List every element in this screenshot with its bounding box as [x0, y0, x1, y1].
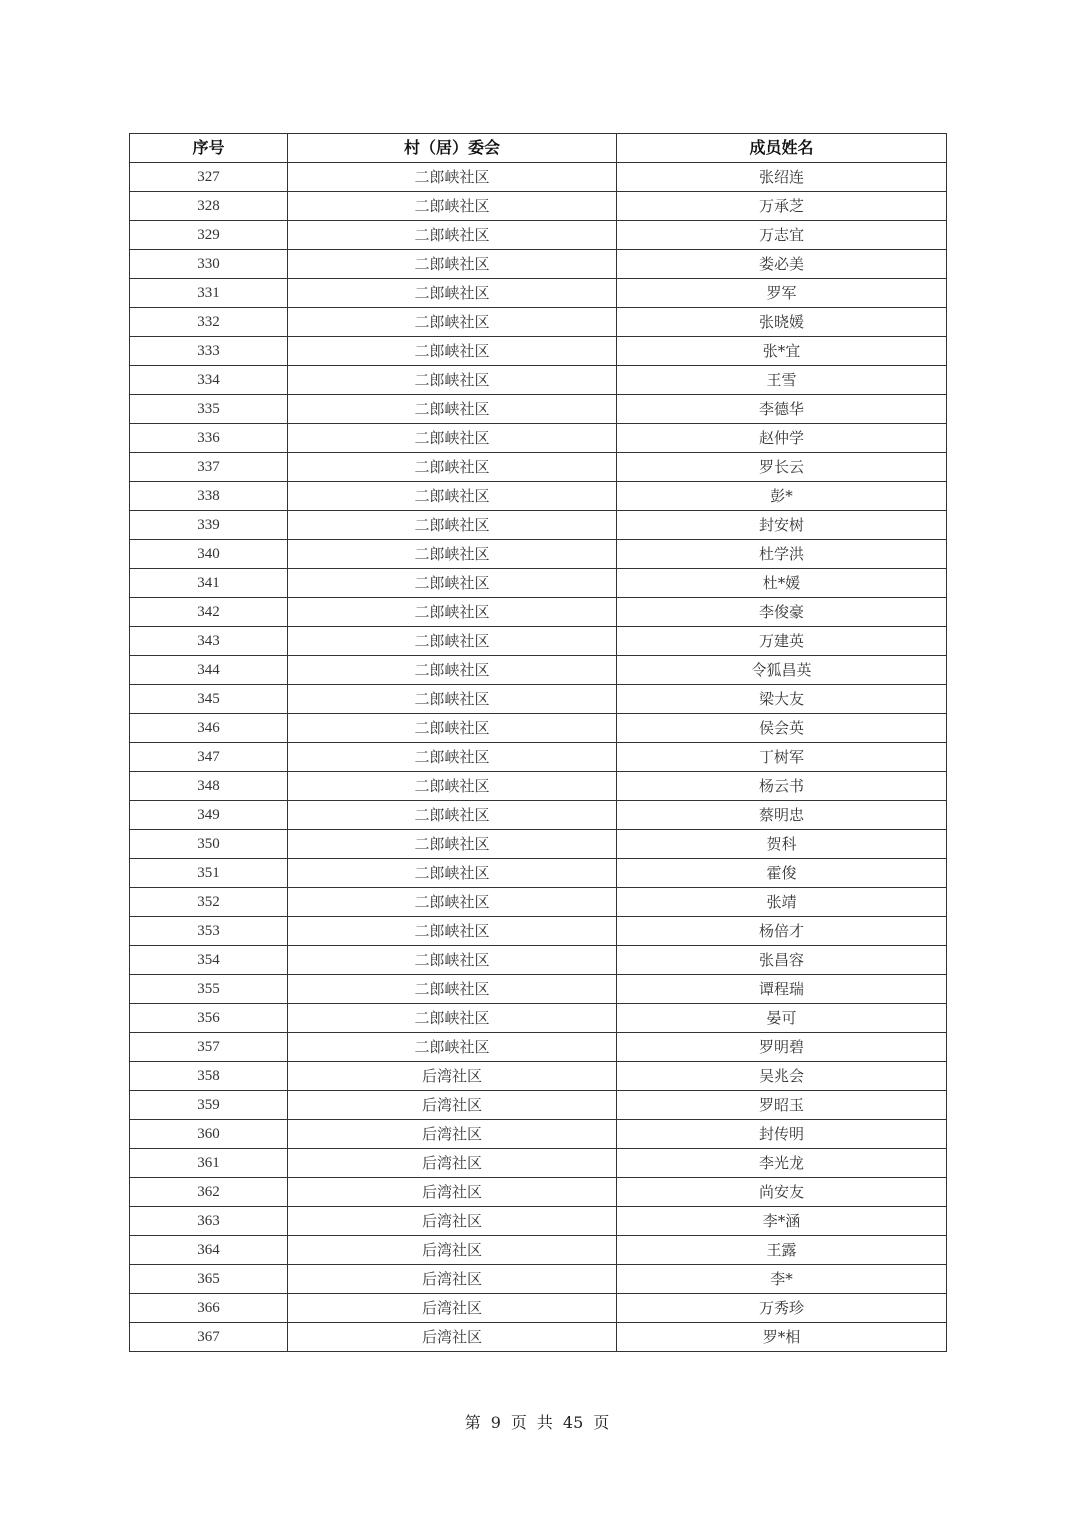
cell-member-name: 罗明碧: [617, 1033, 947, 1062]
cell-seq: 337: [130, 453, 288, 482]
cell-seq: 346: [130, 714, 288, 743]
cell-seq: 345: [130, 685, 288, 714]
cell-member-name: 罗昭玉: [617, 1091, 947, 1120]
cell-committee: 二郎峡社区: [288, 772, 617, 801]
table-row: [130, 1120, 947, 1149]
table-row: [130, 1178, 947, 1207]
table-row: [130, 1091, 947, 1120]
table-row: [130, 250, 947, 279]
table-row: [130, 1004, 947, 1033]
table-row: [130, 656, 947, 685]
cell-seq: 366: [130, 1294, 288, 1323]
table-body: [130, 163, 947, 1352]
cell-committee: 二郎峡社区: [288, 250, 617, 279]
cell-seq: 356: [130, 1004, 288, 1033]
cell-seq: 348: [130, 772, 288, 801]
table-row: [130, 569, 947, 598]
cell-committee: 二郎峡社区: [288, 163, 617, 192]
cell-member-name: 杨倍才: [617, 917, 947, 946]
table-row: [130, 453, 947, 482]
cell-member-name: 令狐昌英: [617, 656, 947, 685]
table-row: [130, 1033, 947, 1062]
cell-seq: 364: [130, 1236, 288, 1265]
table-row: [130, 1062, 947, 1091]
cell-seq: 354: [130, 946, 288, 975]
cell-member-name: 李光龙: [617, 1149, 947, 1178]
cell-seq: 352: [130, 888, 288, 917]
cell-member-name: 万秀珍: [617, 1294, 947, 1323]
table-row: [130, 1149, 947, 1178]
cell-committee: 二郎峡社区: [288, 1004, 617, 1033]
table-row: [130, 1294, 947, 1323]
cell-seq: 328: [130, 192, 288, 221]
cell-member-name: 李*涵: [617, 1207, 947, 1236]
cell-seq: 341: [130, 569, 288, 598]
cell-committee: 后湾社区: [288, 1120, 617, 1149]
table-row: [130, 1265, 947, 1294]
cell-committee: 二郎峡社区: [288, 975, 617, 1004]
table-row: [130, 801, 947, 830]
cell-member-name: 张绍连: [617, 163, 947, 192]
cell-member-name: 贺科: [617, 830, 947, 859]
cell-committee: 二郎峡社区: [288, 279, 617, 308]
table-row: [130, 511, 947, 540]
cell-member-name: 张靖: [617, 888, 947, 917]
cell-committee: 二郎峡社区: [288, 395, 617, 424]
cell-committee: 二郎峡社区: [288, 627, 617, 656]
cell-member-name: 万承芝: [617, 192, 947, 221]
cell-committee: 二郎峡社区: [288, 511, 617, 540]
cell-member-name: 罗*相: [617, 1323, 947, 1352]
cell-committee: 后湾社区: [288, 1149, 617, 1178]
cell-member-name: 谭程瑞: [617, 975, 947, 1004]
cell-seq: 327: [130, 163, 288, 192]
cell-committee: 二郎峡社区: [288, 917, 617, 946]
table-row: [130, 308, 947, 337]
table-row: [130, 975, 947, 1004]
table-row: [130, 1207, 947, 1236]
cell-member-name: 丁树军: [617, 743, 947, 772]
cell-seq: 357: [130, 1033, 288, 1062]
cell-member-name: 娄必美: [617, 250, 947, 279]
cell-member-name: 杜*媛: [617, 569, 947, 598]
table-row: [130, 598, 947, 627]
table-row: [130, 1236, 947, 1265]
table-row: [130, 830, 947, 859]
table-row: [130, 279, 947, 308]
table-row: [130, 337, 947, 366]
cell-member-name: 李*: [617, 1265, 947, 1294]
cell-seq: 344: [130, 656, 288, 685]
cell-member-name: 王露: [617, 1236, 947, 1265]
footer-page-number: 9: [490, 1413, 501, 1432]
footer-page-unit: 页: [510, 1413, 527, 1432]
cell-seq: 330: [130, 250, 288, 279]
cell-committee: 二郎峡社区: [288, 308, 617, 337]
cell-committee: 二郎峡社区: [288, 221, 617, 250]
cell-member-name: 彭*: [617, 482, 947, 511]
footer-prefix: 第: [464, 1413, 481, 1432]
page-footer: [0, 1410, 1074, 1433]
cell-member-name: 罗军: [617, 279, 947, 308]
header-seq: 序号: [130, 134, 288, 163]
cell-seq: 367: [130, 1323, 288, 1352]
cell-member-name: 杜学洪: [617, 540, 947, 569]
footer-total-prefix: 共: [536, 1413, 553, 1432]
cell-committee: 后湾社区: [288, 1236, 617, 1265]
cell-seq: 331: [130, 279, 288, 308]
cell-member-name: 李俊豪: [617, 598, 947, 627]
cell-seq: 365: [130, 1265, 288, 1294]
table-row: [130, 540, 947, 569]
table-row: [130, 395, 947, 424]
cell-committee: 二郎峡社区: [288, 453, 617, 482]
cell-committee: 二郎峡社区: [288, 830, 617, 859]
footer-total-unit: 页: [593, 1413, 610, 1432]
cell-committee: 后湾社区: [288, 1294, 617, 1323]
cell-seq: 351: [130, 859, 288, 888]
cell-committee: 二郎峡社区: [288, 946, 617, 975]
cell-seq: 333: [130, 337, 288, 366]
cell-member-name: 蔡明忠: [617, 801, 947, 830]
table-row: [130, 192, 947, 221]
cell-seq: 349: [130, 801, 288, 830]
cell-committee: 二郎峡社区: [288, 888, 617, 917]
cell-seq: 347: [130, 743, 288, 772]
table-row: [130, 946, 947, 975]
cell-seq: 360: [130, 1120, 288, 1149]
cell-seq: 353: [130, 917, 288, 946]
table-row: [130, 424, 947, 453]
table-row: [130, 627, 947, 656]
table-row: [130, 221, 947, 250]
table-row: [130, 917, 947, 946]
cell-committee: 后湾社区: [288, 1265, 617, 1294]
cell-seq: 329: [130, 221, 288, 250]
cell-seq: 343: [130, 627, 288, 656]
cell-committee: 二郎峡社区: [288, 743, 617, 772]
table-header-row: [130, 134, 947, 163]
cell-committee: 二郎峡社区: [288, 801, 617, 830]
cell-member-name: 封传明: [617, 1120, 947, 1149]
cell-member-name: 万志宜: [617, 221, 947, 250]
cell-seq: 350: [130, 830, 288, 859]
cell-member-name: 侯会英: [617, 714, 947, 743]
cell-member-name: 王雪: [617, 366, 947, 395]
table-row: [130, 482, 947, 511]
cell-committee: 二郎峡社区: [288, 1033, 617, 1062]
cell-committee: 二郎峡社区: [288, 540, 617, 569]
table-row: [130, 859, 947, 888]
cell-member-name: 张昌容: [617, 946, 947, 975]
cell-seq: 361: [130, 1149, 288, 1178]
table-row: [130, 743, 947, 772]
cell-seq: 338: [130, 482, 288, 511]
cell-committee: 二郎峡社区: [288, 569, 617, 598]
table-row: [130, 888, 947, 917]
cell-member-name: 罗长云: [617, 453, 947, 482]
cell-committee: 二郎峡社区: [288, 714, 617, 743]
header-member-name: 成员姓名: [617, 134, 947, 163]
cell-seq: 334: [130, 366, 288, 395]
cell-seq: 340: [130, 540, 288, 569]
cell-seq: 342: [130, 598, 288, 627]
cell-seq: 336: [130, 424, 288, 453]
cell-member-name: 李德华: [617, 395, 947, 424]
cell-committee: 二郎峡社区: [288, 859, 617, 888]
table-row: [130, 163, 947, 192]
cell-committee: 后湾社区: [288, 1062, 617, 1091]
header-committee: 村（居）委会: [288, 134, 617, 163]
table-row: [130, 366, 947, 395]
cell-seq: 332: [130, 308, 288, 337]
member-list-table-wrapper: [129, 133, 946, 1352]
cell-member-name: 张晓媛: [617, 308, 947, 337]
cell-member-name: 霍俊: [617, 859, 947, 888]
cell-member-name: 晏可: [617, 1004, 947, 1033]
cell-member-name: 吴兆会: [617, 1062, 947, 1091]
cell-member-name: 尚安友: [617, 1178, 947, 1207]
member-list-table: [129, 133, 947, 1352]
table-row: [130, 685, 947, 714]
footer-total-pages: 45: [562, 1413, 584, 1432]
cell-committee: 二郎峡社区: [288, 424, 617, 453]
cell-member-name: 梁大友: [617, 685, 947, 714]
cell-member-name: 杨云书: [617, 772, 947, 801]
table-row: [130, 1323, 947, 1352]
cell-seq: 362: [130, 1178, 288, 1207]
table-row: [130, 772, 947, 801]
cell-member-name: 赵仲学: [617, 424, 947, 453]
cell-committee: 后湾社区: [288, 1178, 617, 1207]
cell-committee: 后湾社区: [288, 1323, 617, 1352]
cell-seq: 335: [130, 395, 288, 424]
cell-seq: 339: [130, 511, 288, 540]
cell-member-name: 封安树: [617, 511, 947, 540]
cell-committee: 二郎峡社区: [288, 482, 617, 511]
cell-committee: 二郎峡社区: [288, 337, 617, 366]
cell-committee: 后湾社区: [288, 1091, 617, 1120]
cell-committee: 二郎峡社区: [288, 598, 617, 627]
cell-committee: 二郎峡社区: [288, 192, 617, 221]
cell-committee: 二郎峡社区: [288, 366, 617, 395]
cell-seq: 355: [130, 975, 288, 1004]
cell-seq: 359: [130, 1091, 288, 1120]
table-row: [130, 714, 947, 743]
cell-committee: 二郎峡社区: [288, 685, 617, 714]
cell-member-name: 万建英: [617, 627, 947, 656]
cell-committee: 二郎峡社区: [288, 656, 617, 685]
cell-seq: 363: [130, 1207, 288, 1236]
cell-member-name: 张*宜: [617, 337, 947, 366]
cell-seq: 358: [130, 1062, 288, 1091]
cell-committee: 后湾社区: [288, 1207, 617, 1236]
